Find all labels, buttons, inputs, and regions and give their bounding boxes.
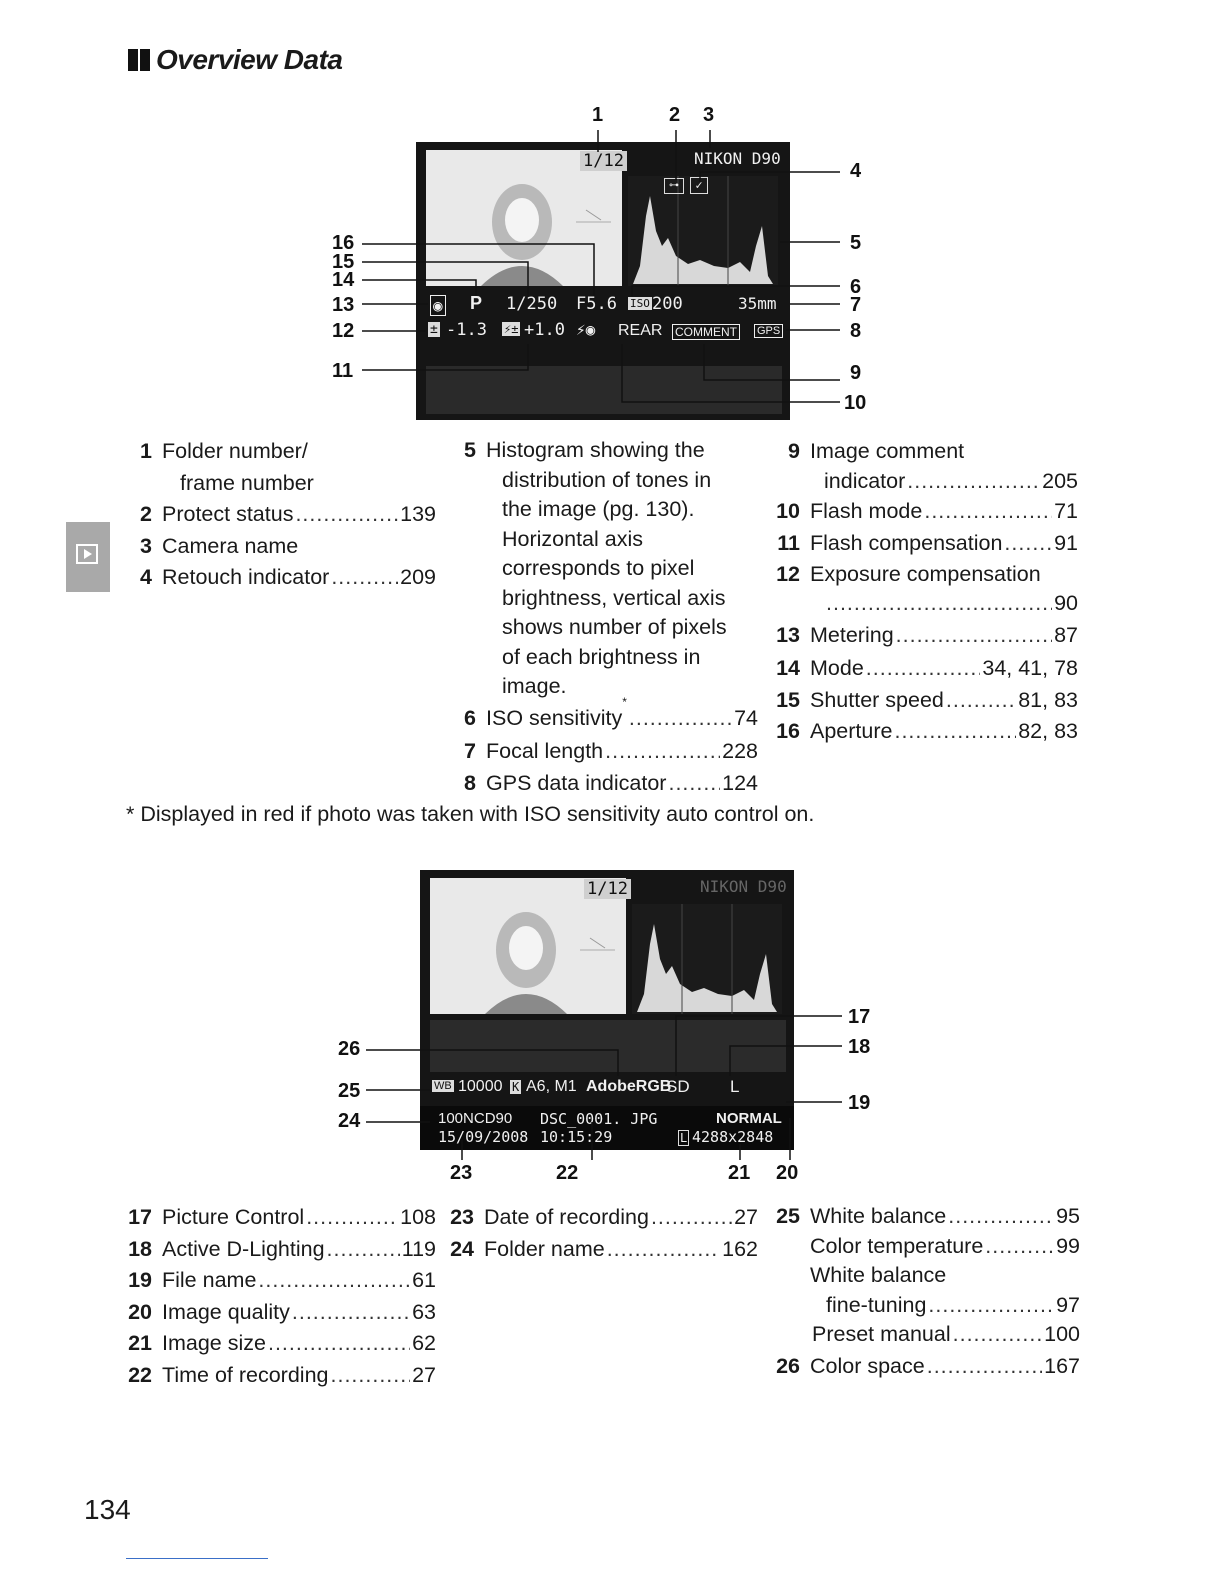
protect-icon: ⊶ <box>664 178 684 194</box>
list2-column-1 <box>124 1202 436 1391</box>
list-item: 22 Time of recording ..... 27 <box>124 1360 436 1392</box>
callout-10: 10 <box>844 392 867 414</box>
wb-finetune: A6, M1 <box>526 1078 577 1095</box>
list-item: 20 Image quality ..... 63 <box>124 1297 436 1329</box>
list-item: 23 Date of recording ..... 27 <box>446 1202 758 1234</box>
file-name: DSC_0001. JPG <box>540 1110 658 1128</box>
callout-2: 2 <box>669 104 681 126</box>
exposure-comp-value: -1.3 <box>446 320 487 340</box>
callout-18: 18 <box>848 1036 871 1058</box>
list-item-cont: corresponds to pixel <box>502 556 695 580</box>
list-item: 6 ISO sensitivity * ..... 74 <box>448 702 758 735</box>
list-item: White balance <box>810 1263 947 1287</box>
list-item: 18 Active D-Lighting ..... 119 <box>124 1234 436 1266</box>
wb-temperature: 10000 <box>458 1078 503 1095</box>
size-icon: L <box>680 1131 688 1145</box>
focal-length-value: 35mm <box>738 294 777 313</box>
list-item: 11 Flash compensation ..... 91 <box>772 528 1078 560</box>
footer-rule <box>126 1558 268 1559</box>
list-item: 5 Histogram showing the <box>464 438 705 462</box>
list2-column-3 <box>772 1202 1080 1382</box>
list-item: 19 File name ..... 61 <box>124 1265 436 1297</box>
list-item: 24 Folder name ..... 162 <box>446 1234 758 1266</box>
callout-16: 16 <box>332 232 355 254</box>
list-item-cont: ..... 90 <box>772 589 1078 617</box>
comment-indicator: COMMENT <box>672 324 740 340</box>
callout-9: 9 <box>850 362 862 384</box>
camera-name: NIKON D90 <box>700 877 787 896</box>
list-item: 13 Metering ..... 87 <box>772 617 1078 653</box>
gps-indicator: GPS <box>754 324 783 338</box>
list-item-cont: shows number of pixels <box>502 615 727 639</box>
recording-time: 10:15:29 <box>540 1128 613 1146</box>
list-item: fine-tuning ..... 97 <box>772 1291 1080 1321</box>
list-item: 21 Image size ..... 62 <box>124 1328 436 1360</box>
page-number: 134 <box>84 1494 131 1525</box>
callout-1: 1 <box>592 104 604 126</box>
wb-icon: WB <box>434 1080 452 1092</box>
image-quality: NORMAL <box>716 1110 782 1127</box>
list-item-cont: of each brightness in <box>502 644 701 669</box>
list-item-cont: indicator ..... 205 <box>772 466 1078 496</box>
callout-5: 5 <box>850 232 862 254</box>
picture-control: SD <box>666 1077 690 1096</box>
list-item: 26 Color space ..... 167 <box>772 1350 1080 1382</box>
callout-14: 14 <box>332 269 355 291</box>
callout-12: 12 <box>332 320 355 342</box>
retouch-icon: ✓ <box>690 177 708 194</box>
callout-3: 3 <box>703 104 715 126</box>
list-item: 7 Focal length ..... 228 <box>448 735 758 767</box>
callout-24: 24 <box>338 1110 361 1132</box>
callout-23: 23 <box>450 1162 473 1184</box>
list-item: 16 Aperture ..... 82, 83 <box>772 716 1078 748</box>
list-item: 17 Picture Control ..... 108 <box>124 1202 436 1234</box>
callout-6: 6 <box>850 276 862 298</box>
flash-comp-value: +1.0 <box>524 320 565 340</box>
list-item: Color temperature ..... 99 <box>772 1232 1080 1262</box>
list-item: 12 Exposure compensation <box>776 562 1041 586</box>
callout-8: 8 <box>850 320 862 342</box>
callout-25: 25 <box>338 1080 361 1102</box>
flash-mode-value: REAR <box>618 322 663 339</box>
list-item: 9 Image comment <box>788 439 965 463</box>
footnote: * Displayed in red if photo was taken with ISO sensitivity auto control on. <box>126 802 815 826</box>
iso-value: 200 <box>652 294 683 314</box>
list2-column-2 <box>446 1202 758 1265</box>
callout-11: 11 <box>332 360 354 382</box>
aperture-value: F5.6 <box>576 294 617 314</box>
recording-date: 15/09/2008 <box>438 1128 529 1146</box>
list-item: 8 GPS data indicator ..... 124 <box>448 767 758 799</box>
exposure-comp-icon: ± <box>430 322 438 337</box>
list-item-cont: brightness, vertical axis <box>502 585 726 610</box>
shutter-value: 1/250 <box>506 294 558 314</box>
callout-19: 19 <box>848 1092 871 1114</box>
flash-comp-icon: ⚡± <box>504 322 519 336</box>
callout-15: 15 <box>332 251 355 273</box>
list-item: 14 Mode ..... 34, 41, 78 <box>772 653 1078 685</box>
image-size: 4288x2848 <box>692 1128 774 1146</box>
active-d-lighting: L <box>730 1077 740 1096</box>
callout-20: 20 <box>776 1162 799 1184</box>
color-space: AdobeRGB <box>586 1078 672 1095</box>
list-item: 25 White balance ..... 95 <box>772 1202 1080 1232</box>
flash-mode-icon: ⚡◉ <box>576 320 596 339</box>
section-title: Overview Data <box>156 44 343 75</box>
callout-4: 4 <box>850 160 862 182</box>
callout-26: 26 <box>338 1038 361 1060</box>
list-item-cont: image. <box>502 674 567 698</box>
k-icon: K <box>512 1080 520 1094</box>
callout-13: 13 <box>332 294 355 316</box>
callout-7: 7 <box>850 294 862 316</box>
list-item: 15 Shutter speed ..... 81, 83 <box>772 685 1078 717</box>
camera-name: NIKON D90 <box>694 149 781 168</box>
list-item-cont: Horizontal axis <box>502 526 643 551</box>
callout-21: 21 <box>728 1162 751 1184</box>
metering-icon: ◉ <box>430 295 446 316</box>
list-item: Preset manual ..... 100 <box>772 1320 1080 1350</box>
list-item-cont: frame number <box>180 470 314 495</box>
frame-number: 1/12 <box>580 151 627 171</box>
callout-17: 17 <box>848 1006 871 1028</box>
callout-22: 22 <box>556 1162 579 1184</box>
folder-name: 100NCD90 <box>438 1110 513 1127</box>
list-item: 4 Retouch indicator ..... 209 <box>124 562 436 594</box>
list-item: 1 Folder number/ <box>140 439 308 463</box>
frame-number: 1/12 <box>584 879 631 899</box>
iso-icon: ISO <box>630 297 650 310</box>
list-item-cont: the image (pg. 130). <box>502 497 695 521</box>
list-item-cont: distribution of tones in <box>502 467 712 492</box>
list-item: 10 Flash mode ..... 71 <box>772 496 1078 528</box>
list-item: 3 Camera name <box>140 533 299 558</box>
list-item: 2 Protect status ..... 139 <box>124 499 436 531</box>
mode-value: P <box>470 293 483 313</box>
